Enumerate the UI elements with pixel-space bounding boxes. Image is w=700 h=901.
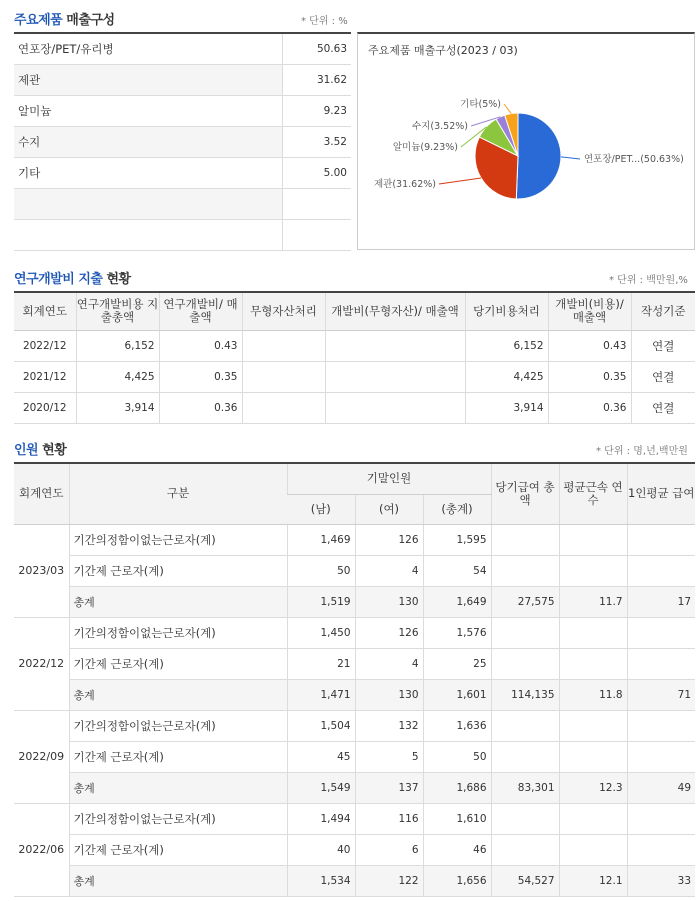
category-cell: 기간제 근로자(계)	[69, 648, 287, 679]
table-cell: 1,494	[287, 803, 355, 834]
table-cell	[559, 648, 627, 679]
table-cell: 40	[287, 834, 355, 865]
table-cell	[559, 555, 627, 586]
table-cell: 6,152	[76, 330, 159, 361]
category-cell: 총계	[69, 772, 287, 803]
table-row	[14, 64, 351, 95]
staff-section-title-rest: 현황	[38, 443, 67, 458]
table-cell: 1,504	[287, 710, 355, 741]
table-cell	[325, 361, 465, 392]
table-cell	[325, 330, 465, 361]
table-row	[14, 741, 695, 772]
period-cell: 2022/12	[14, 617, 69, 710]
pie-slice-label: 연포장/PET...(50.63%)	[584, 154, 684, 165]
table-cell	[627, 617, 695, 648]
table-cell	[559, 617, 627, 648]
table-cell: 1,576	[423, 617, 491, 648]
product-name: 알미늄	[14, 95, 282, 126]
category-cell: 총계	[69, 865, 287, 896]
table-row	[14, 679, 695, 710]
col-header: (총계)	[423, 494, 491, 524]
pie-leader-line	[439, 178, 481, 184]
col-header: 회계연도	[14, 292, 76, 330]
table-cell: 1,649	[423, 586, 491, 617]
staff-section-title-blue: 인원	[14, 443, 39, 458]
table-cell	[559, 803, 627, 834]
rd-section-title	[14, 268, 131, 287]
pie-leader-line	[561, 157, 580, 159]
col-header: 구분	[69, 463, 287, 524]
col-header: 1인평균 급여	[627, 463, 695, 524]
product-section-title	[14, 9, 115, 28]
table-cell: 130	[355, 679, 423, 710]
table-cell: 27,575	[491, 586, 559, 617]
table-cell	[325, 392, 465, 423]
col-header: 개발비(비용)/ 매출액	[548, 292, 631, 330]
staff-section-title	[14, 439, 66, 458]
category-cell: 기간의정함이없는근로자(계)	[69, 524, 287, 555]
table-cell: 1,471	[287, 679, 355, 710]
table-row	[14, 617, 695, 648]
table-row	[14, 803, 695, 834]
table-cell: 3,914	[76, 392, 159, 423]
product-name: 제관	[14, 64, 282, 95]
fiscal-year-cell: 2021/12	[14, 361, 76, 392]
col-header: 무형자산처리	[242, 292, 325, 330]
table-row	[14, 126, 351, 157]
product-value: 31.62	[282, 64, 351, 95]
table-cell: 1,656	[423, 865, 491, 896]
table-cell	[242, 330, 325, 361]
col-header: 연구개발비/ 매출액	[159, 292, 242, 330]
table-cell: 49	[627, 772, 695, 803]
rd-section-title-blue: 연구개발비 지출	[14, 272, 103, 287]
col-header: 당기비용처리	[465, 292, 548, 330]
category-cell: 기간제 근로자(계)	[69, 834, 287, 865]
table-cell: 126	[355, 617, 423, 648]
table-cell	[627, 741, 695, 772]
table-cell: 114,135	[491, 679, 559, 710]
table-cell: 4,425	[465, 361, 548, 392]
product-name: 연포장/PET/유리병	[14, 33, 282, 64]
table-cell: 1,610	[423, 803, 491, 834]
col-header: 기말인원	[287, 463, 491, 494]
category-cell: 기간제 근로자(계)	[69, 741, 287, 772]
product-name: 수지	[14, 126, 282, 157]
table-cell	[491, 617, 559, 648]
table-row	[14, 524, 695, 555]
table-cell: 3,914	[465, 392, 548, 423]
category-cell: 기간의정함이없는근로자(계)	[69, 803, 287, 834]
product-table	[14, 32, 351, 251]
table-cell: 12.3	[559, 772, 627, 803]
table-cell: 1,534	[287, 865, 355, 896]
table-row	[14, 330, 695, 361]
table-cell: 연결	[631, 392, 695, 423]
table-cell: 0.43	[159, 330, 242, 361]
table-cell	[491, 710, 559, 741]
table-cell: 4	[355, 555, 423, 586]
category-cell: 기간제 근로자(계)	[69, 555, 287, 586]
table-row	[14, 95, 351, 126]
table-cell: 연결	[631, 330, 695, 361]
table-cell: 6,152	[465, 330, 548, 361]
table-cell: 1,469	[287, 524, 355, 555]
table-cell	[491, 524, 559, 555]
pie-chart	[358, 34, 694, 248]
table-cell: 0.35	[548, 361, 631, 392]
table-cell: 4,425	[76, 361, 159, 392]
category-cell: 총계	[69, 679, 287, 710]
table-cell	[627, 710, 695, 741]
col-header: (남)	[287, 494, 355, 524]
table-cell	[491, 555, 559, 586]
table-cell: 50	[423, 741, 491, 772]
table-cell: 21	[287, 648, 355, 679]
product-value: 9.23	[282, 95, 351, 126]
product-unit-label: * 단위 : %	[301, 16, 348, 27]
table-row	[14, 865, 695, 896]
pie-chart-title: 주요제품 매출구성(2023 / 03)	[368, 44, 518, 57]
table-row	[14, 710, 695, 741]
table-row-empty	[14, 219, 351, 250]
product-value: 3.52	[282, 126, 351, 157]
table-cell: 45	[287, 741, 355, 772]
table-cell: 0.36	[159, 392, 242, 423]
table-cell: 71	[627, 679, 695, 710]
table-row	[14, 772, 695, 803]
table-cell: 46	[423, 834, 491, 865]
table-cell: 11.8	[559, 679, 627, 710]
table-cell	[491, 803, 559, 834]
table-cell: 33	[627, 865, 695, 896]
table-cell: 0.43	[548, 330, 631, 361]
table-cell	[627, 834, 695, 865]
pie-slice-label: 알미늄(9.23%)	[392, 142, 458, 153]
category-cell: 기간의정함이없는근로자(계)	[69, 617, 287, 648]
table-cell: 6	[355, 834, 423, 865]
table-cell: 0.36	[548, 392, 631, 423]
staff-table	[14, 462, 695, 897]
pie-slice-label: 수지(3.52%)	[412, 121, 468, 132]
table-cell	[559, 834, 627, 865]
table-cell	[491, 741, 559, 772]
rd-section-title-rest: 현황	[102, 272, 131, 287]
pie-slice	[516, 113, 561, 199]
table-cell: 11.7	[559, 586, 627, 617]
pie-leader-line	[504, 104, 511, 114]
table-cell: 1,595	[423, 524, 491, 555]
table-cell: 1,519	[287, 586, 355, 617]
col-header: (여)	[355, 494, 423, 524]
period-cell: 2022/06	[14, 803, 69, 896]
fiscal-year-cell: 2022/12	[14, 330, 76, 361]
table-cell: 137	[355, 772, 423, 803]
table-cell: 0.35	[159, 361, 242, 392]
period-cell: 2022/09	[14, 710, 69, 803]
rd-table	[14, 291, 695, 424]
staff-unit-label: * 단위 : 명,년,백만원	[596, 446, 688, 457]
col-header: 작성기준	[631, 292, 695, 330]
table-cell	[627, 524, 695, 555]
table-cell: 126	[355, 524, 423, 555]
table-cell: 1,549	[287, 772, 355, 803]
table-cell	[627, 803, 695, 834]
category-cell: 총계	[69, 586, 287, 617]
table-cell: 4	[355, 648, 423, 679]
table-row	[14, 586, 695, 617]
col-header: 개발비(무형자산)/ 매출액	[325, 292, 465, 330]
table-cell	[627, 555, 695, 586]
table-header-row	[14, 292, 695, 330]
col-header: 회계연도	[14, 463, 69, 524]
rd-unit-label: * 단위 : 백만원,%	[609, 275, 688, 286]
table-cell: 12.1	[559, 865, 627, 896]
table-cell: 5	[355, 741, 423, 772]
table-cell	[491, 648, 559, 679]
table-cell: 122	[355, 865, 423, 896]
table-cell: 17	[627, 586, 695, 617]
table-cell: 54,527	[491, 865, 559, 896]
table-cell: 116	[355, 803, 423, 834]
pie-chart-panel	[357, 32, 695, 250]
table-cell	[242, 361, 325, 392]
table-cell: 1,450	[287, 617, 355, 648]
table-cell: 1,636	[423, 710, 491, 741]
table-cell: 1,686	[423, 772, 491, 803]
table-header-row	[14, 463, 695, 494]
table-row	[14, 834, 695, 865]
table-cell: 83,301	[491, 772, 559, 803]
table-row	[14, 555, 695, 586]
product-value: 50.63	[282, 33, 351, 64]
table-row-empty	[14, 188, 351, 219]
product-section-title-rest: 매출구성	[66, 13, 115, 28]
table-cell	[627, 648, 695, 679]
pie-slice-label: 제관(31.62%)	[374, 179, 436, 190]
col-header: 연구개발비용 지출총액	[76, 292, 159, 330]
col-header: 당기급여 총액	[491, 463, 559, 524]
table-cell: 54	[423, 555, 491, 586]
fiscal-year-cell: 2020/12	[14, 392, 76, 423]
table-cell	[559, 524, 627, 555]
table-row	[14, 157, 351, 188]
table-cell: 132	[355, 710, 423, 741]
table-cell	[559, 710, 627, 741]
table-row	[14, 361, 695, 392]
table-cell	[242, 392, 325, 423]
table-cell: 연결	[631, 361, 695, 392]
product-value: 5.00	[282, 157, 351, 188]
table-cell: 130	[355, 586, 423, 617]
table-row	[14, 33, 351, 64]
col-header: 평균근속 연수	[559, 463, 627, 524]
table-cell: 1,601	[423, 679, 491, 710]
period-cell: 2023/03	[14, 524, 69, 617]
table-cell	[491, 834, 559, 865]
pie-slice-label: 기타(5%)	[460, 99, 501, 110]
table-cell	[559, 741, 627, 772]
product-section-title-blue: 주요제품	[14, 13, 63, 28]
product-name: 기타	[14, 157, 282, 188]
table-row	[14, 392, 695, 423]
table-cell: 25	[423, 648, 491, 679]
table-row	[14, 648, 695, 679]
table-cell: 50	[287, 555, 355, 586]
category-cell: 기간의정함이없는근로자(계)	[69, 710, 287, 741]
